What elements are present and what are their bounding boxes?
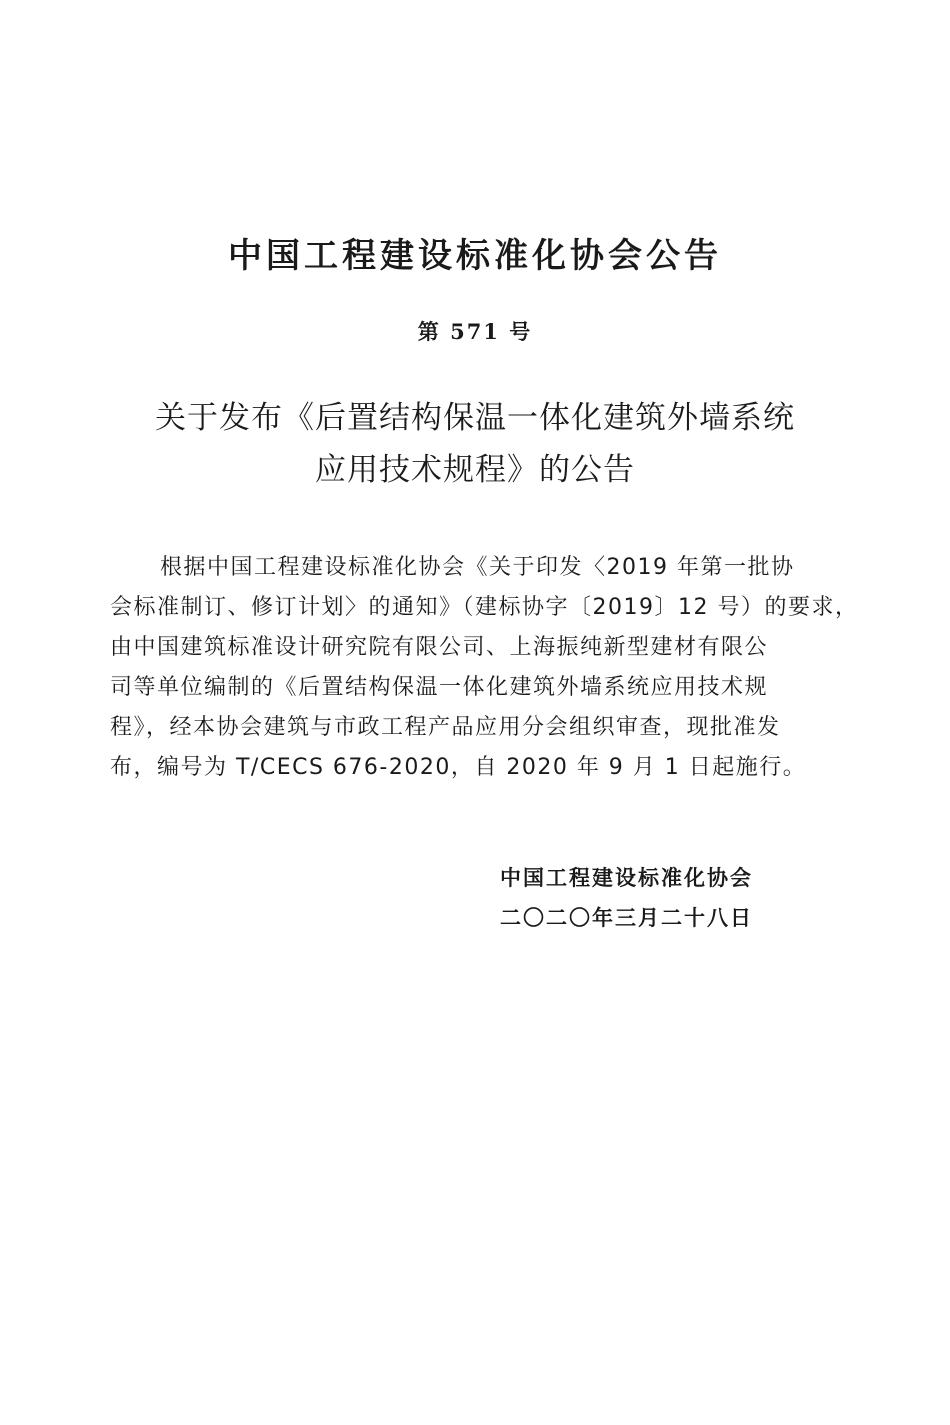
body-line: 司等单位编制的《后置结构保温一体化建筑外墙系统应用技术规 (110, 675, 769, 700)
body-line: 布，编号为 T/CECS 676-2020，自 2020 年 9 月 1 日起施行。 (110, 755, 807, 780)
announcement-body (110, 548, 859, 788)
announcement-number: 第 571 号 (417, 319, 533, 344)
subject-line-2: 应用技术规程》的公告 (315, 452, 635, 488)
signature-organization: 中国工程建设标准化协会 (500, 866, 753, 890)
body-line: 根据中国工程建设标准化协会《关于印发〈2019 年第一批协 (160, 555, 795, 580)
announcement-subject (0, 392, 950, 496)
announcement-org-title: 中国工程建设标准化协会公告 (228, 236, 722, 276)
body-line: 程》，经本协会建筑与市政工程产品应用分会组织审查，现批准发 (110, 715, 781, 740)
body-line: 会标准制订、修订计划〉的通知》（建标协字〔2019〕12 号）的要求， (110, 595, 859, 620)
body-line: 由中国建筑标准设计研究院有限公司、上海振纯新型建材有限公 (110, 635, 769, 660)
subject-line-1: 关于发布《后置结构保温一体化建筑外墙系统 (155, 400, 795, 436)
signature-block (500, 858, 800, 938)
signature-date: 二〇二〇年三月二十八日 (500, 906, 753, 930)
